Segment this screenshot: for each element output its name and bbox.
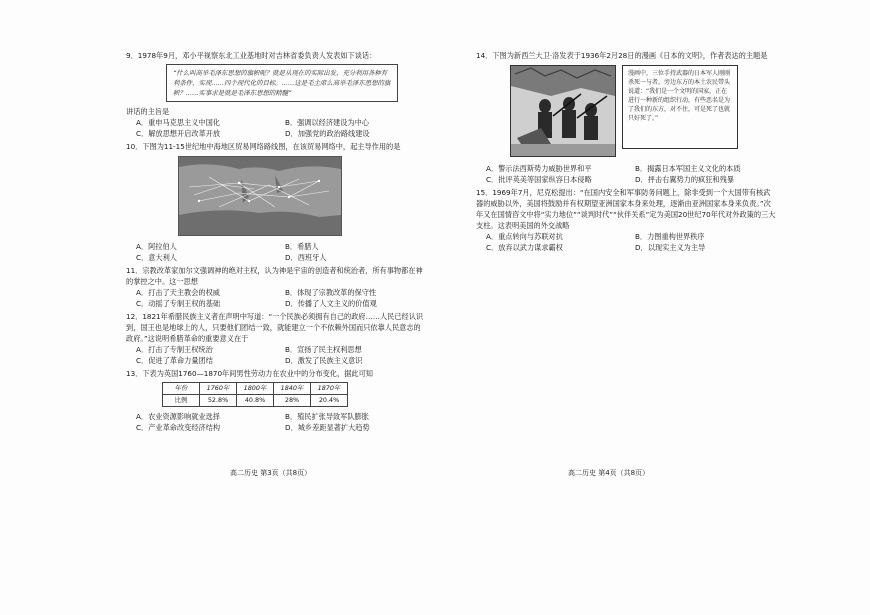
option-b[interactable]: B．揭露日本军国主义文化的本质	[635, 164, 741, 173]
table-cell: 比例	[163, 395, 200, 407]
labor-distribution-table	[162, 382, 348, 407]
page-footer-left: 高二历史 第3页（共8页）	[230, 469, 312, 477]
question-9	[126, 50, 426, 139]
option-d[interactable]: D．抨击右翼势力的疯狂和残暴	[635, 175, 734, 184]
question-14-stem: 14．下图为新西兰大卫·洛发表于1936年2月28日的漫画《日本的文明》，作者表达的主题是	[476, 51, 768, 60]
option-b[interactable]: B．强调以经济建设为中心	[285, 118, 369, 127]
option-a[interactable]: A．重点转向与苏联对抗	[486, 232, 563, 241]
option-c[interactable]: C．产业革命改变经济结构	[136, 423, 221, 432]
option-c[interactable]: C．意大利人	[136, 253, 177, 262]
trade-route-map-image	[178, 156, 342, 236]
question-14-options	[486, 163, 776, 185]
option-b[interactable]: B．殖民扩张导致军队膨胀	[285, 412, 369, 421]
option-a[interactable]: A．打击了天主教会的权威	[136, 288, 220, 297]
option-c[interactable]: C．解放思想开启改革开放	[136, 129, 221, 138]
question-15-options	[486, 231, 776, 253]
table-cell: 28%	[274, 395, 311, 407]
left-page	[126, 50, 426, 435]
option-b[interactable]: B．力图重构世界秩序	[635, 232, 705, 241]
right-page	[476, 50, 776, 255]
option-a[interactable]: A．农业资源影响就业选择	[136, 412, 220, 421]
option-c[interactable]: C．批评英美等国家纵容日本侵略	[486, 175, 592, 184]
option-d[interactable]: D．西班牙人	[285, 253, 327, 262]
question-10-options	[136, 241, 426, 263]
page-footer-right: 高二历史 第4页（共8页）	[568, 469, 650, 477]
question-10-stem: 10．下图为11-15世纪地中海地区贸易网络路线图，在该贸易网络中，起主导作用的是	[126, 142, 401, 151]
option-d[interactable]: D．城乡差距显著扩大趋势	[285, 423, 370, 432]
table-cell: 52.8%	[200, 395, 237, 407]
option-d[interactable]: D．以现实主义为主导	[635, 243, 706, 252]
cartoon-image	[510, 65, 616, 157]
question-11-stem: 11．宗教改革家加尔文强调神的绝对主权，认为神是宇宙的创造者和统治者，所有事物都在神的掌控之中。这一思想	[126, 266, 423, 286]
question-14	[476, 50, 776, 185]
option-a[interactable]: A．阿拉伯人	[136, 242, 177, 251]
option-a[interactable]: A．打击了专制王权统治	[136, 345, 213, 354]
question-11	[126, 265, 426, 309]
question-9-options	[136, 117, 426, 139]
question-11-options	[136, 287, 426, 309]
question-13	[126, 368, 426, 433]
option-c[interactable]: C．放弃以武力谋求霸权	[486, 243, 563, 252]
question-13-stem: 13．下表为英国1760—1870年间男性劳动力在农业中的分布变化，据此可知	[126, 369, 373, 378]
question-15-stem: 15．1969年7月，尼克松提出：“在国内安全和军事防务问题上，除非受到一个大国带有核武器的威胁以外，美国将鼓励并有权期望亚洲国家本身来处理，逐渐由亚洲国家本身来负责。”次年又在国情咨文中将“实力地位”“谈判时代”“伙伴关系”定为美国20世纪70年代对外政策的三大支柱。这表明美国的外交战略	[476, 188, 776, 230]
option-c[interactable]: C．促进了革命力量团结	[136, 356, 213, 365]
table-cell: 1840年	[274, 383, 311, 395]
option-b[interactable]: B．希腊人	[285, 242, 319, 251]
question-12-options	[136, 344, 426, 366]
table-cell: 1800年	[237, 383, 274, 395]
option-d[interactable]: D．激发了民族主义意识	[285, 356, 363, 365]
question-9-lead: 讲话的主旨是	[126, 107, 170, 116]
table-cell: 20.4%	[311, 395, 348, 407]
cartoon-illustration	[511, 66, 615, 156]
question-12	[126, 311, 426, 366]
option-a[interactable]: A．警示法西斯势力威胁世界和平	[486, 164, 592, 173]
option-c[interactable]: C．动摇了专制王权的基础	[136, 299, 221, 308]
table-cell: 1870年	[311, 383, 348, 395]
mediterranean-map-graphic	[179, 157, 341, 235]
question-9-stem: 9．1978年9月，邓小平视察东北工业基地时对吉林省委负责人发表如下谈话：	[126, 51, 377, 60]
question-15	[476, 187, 776, 253]
option-d[interactable]: D．传播了人文主义的价值观	[285, 299, 377, 308]
table-cell: 年份	[163, 383, 200, 395]
cartoon-caption: 漫画中，三位手持武器的日本军人刚刚杀死一与者，旁边东方的本土农民带头说道：“我们是一个文明的国家，正在进行一种新的组织行动，有些恶名是为了我们的东方，对不住，可是死了也就只好死了。”	[622, 65, 738, 149]
table-cell: 1760年	[200, 383, 237, 395]
question-12-stem: 12．1821年希腊民族主义者在声明中写道：“一个民族必须拥有自己的政府……人民已经认识到，国王也是地球上的人，只要他们团结一致，就能建立一个不依赖外国而只依靠人民意志的政府。”这说明希腊革命的重要意义在于	[126, 312, 424, 343]
question-9-quote: “什么叫高举毛泽东思想的旗帜呢？就是从现在的实际出发，充分利用各种有利条件，实现……四个现代化的目标。……这是毛主席么高举毛泽东思想的旗帜？……实事求是就是毛泽东思想的精髓”	[166, 64, 398, 102]
option-a[interactable]: A．重申马克思主义中国化	[136, 118, 220, 127]
table-cell: 40.8%	[237, 395, 274, 407]
option-b[interactable]: B．体现了宗教改革的保守性	[285, 288, 377, 297]
table-header-row	[163, 383, 348, 395]
question-10	[126, 141, 426, 263]
option-d[interactable]: D．加强党的政治路线建设	[285, 129, 370, 138]
question-14-figure	[476, 65, 776, 157]
option-b[interactable]: B．宣扬了民主权利思想	[285, 345, 362, 354]
table-row	[163, 395, 348, 407]
question-13-options	[136, 411, 426, 433]
